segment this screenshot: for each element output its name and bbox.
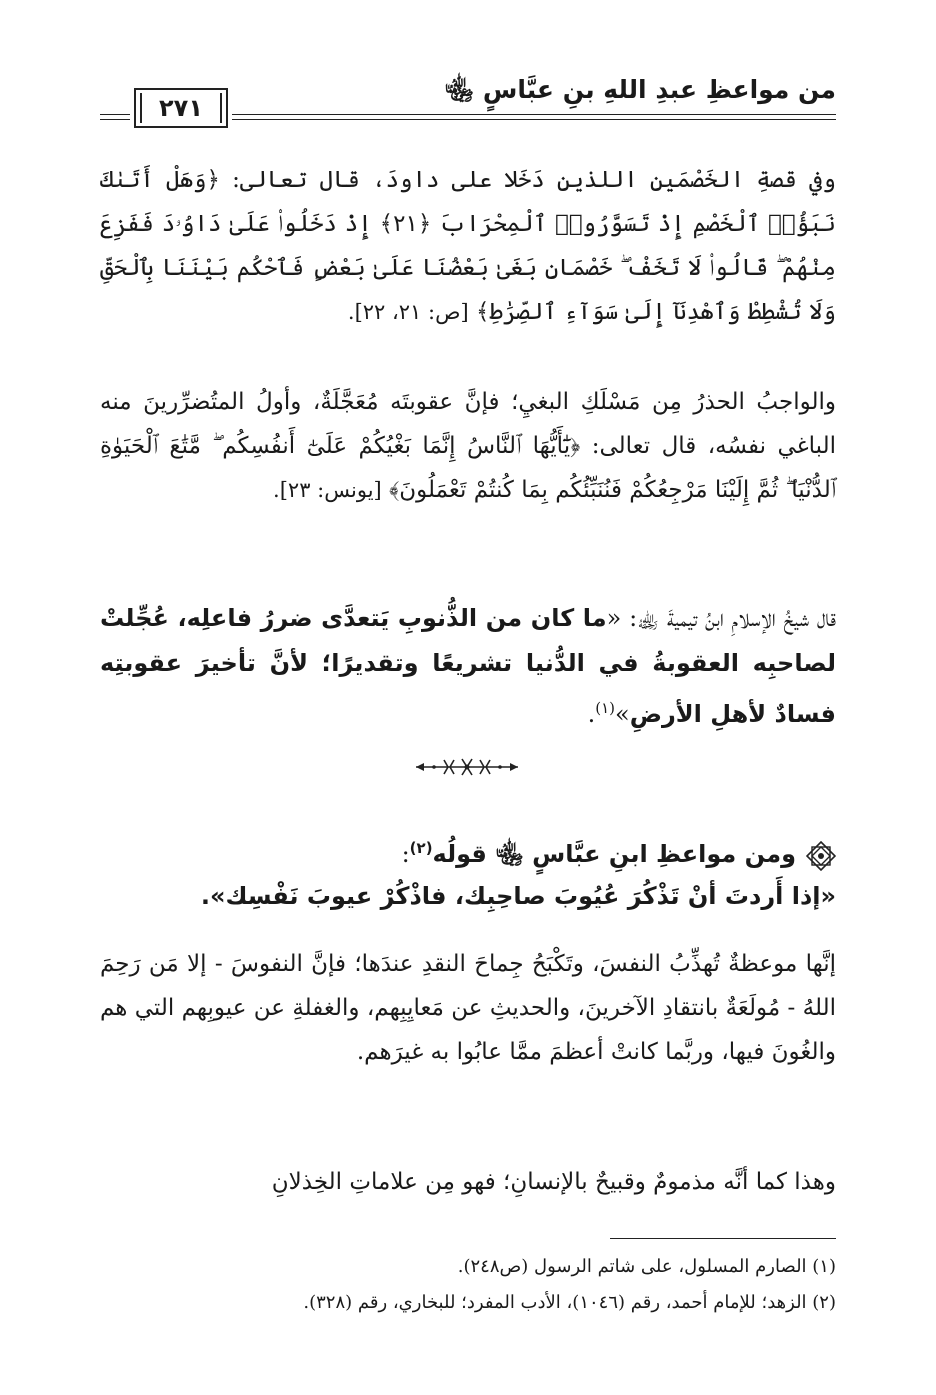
- quote-text: ما كان من الذُّنوبِ يَتعدَّى ضررُ فاعلِه، عُجِّلتْ لصاحبِه العقوبةُ في الدُّنيا تشريعًا وتقديرًا؛ لأنَّ تأخيرَ عقوبتِه فسادٌ لأهلِ الأرضِ: [100, 604, 836, 728]
- running-title: من مواعظِ عبدِ اللهِ بنِ عبَّاسٍ ﵄: [444, 75, 836, 104]
- section-heading: [100, 826, 836, 876]
- quote-close: »: [615, 700, 630, 728]
- paragraph-text: وفي قصةِ الخَصْمَينِ اللذينِ دَخَلا على داودَ، قال تعالى: ﴿وَهَلْ أَتَىٰكَ نَبَؤُا۟ ٱلْخَصْمِ إِذْ تَسَوَّرُوا۟ ٱلْمِحْرَابَ ﴿٢١﴾ إِذْ دَخَلُوا۟ عَلَىٰ دَاوُۥدَ فَفَزِعَ مِنْهُمْ ۖ قَالُوا۟ لَا تَخَفْ ۖ خَصْمَانِ بَغَىٰ بَعْضُنَا عَلَىٰ بَعْضٍ فَٱحْكُم بَيْنَنَا بِٱلْحَقِّ وَلَا تُشْطِطْ وَٱهْدِنَآ إِلَىٰ سَوَآءِ ٱلصِّرَٰطِ﴾: [100, 167, 837, 325]
- quote-intro: قال شيخُ الإسلامِ ابنُ تيميةَ ﵀: «: [606, 604, 837, 632]
- footnote-1: (١) الصارم المسلول، على شاتم الرسول (ص٢٤٨).: [457, 1256, 836, 1277]
- footnote-separator: [610, 1238, 836, 1239]
- diamond-ornament-icon: [806, 841, 836, 871]
- footnote-marker-1[interactable]: (١): [595, 699, 615, 717]
- quote-end: .: [587, 700, 596, 728]
- page-number: ٢٧١: [159, 94, 203, 122]
- verse-reference: [ص: ٢١، ٢٢].: [347, 300, 469, 324]
- page-number-frame: [134, 88, 228, 128]
- footnote-marker-2[interactable]: (٢): [409, 839, 433, 857]
- paragraph-dawud-story: [100, 158, 836, 334]
- paragraph-explanation: إنَّها موعظةٌ تُهذِّبُ النفسَ، وتَكْبَحُ جِماحَ النقدِ عندَها؛ فإنَّ النفوسَ - إلا مَن رَحِمَ اللهُ - مُولَعَةٌ بانتقادِ الآخرينَ، والحديثِ عن مَعايِبِهم، والغفلةِ عن عيوبِهم التي هم والغُونَ فيها، وربَّما كانتْ أعظمَ ممَّا عابُوا به غيرَهم.: [100, 951, 836, 1065]
- paragraph-ibn-taymiyyah-quote: [100, 596, 836, 737]
- saying-text: «إذا أَردتَ أنْ تَذْكُرَ عُيُوبَ صاحِبِك، فاذْكُرْ عيوبَ نَفْسِك».: [200, 882, 836, 910]
- header-rule: [232, 114, 836, 120]
- paragraph-text: والواجبُ الحذرُ مِن مَسْلَكِ البغيِ؛ فإنَّ عقوبتَه مُعَجَّلَةٌ، وأولُ المتُضرِّرينَ منه الباغي نفسُه، قال تعالى: ﴿يَٰٓأَيُّهَا ٱلنَّاسُ إِنَّمَا بَغْيُكُمْ عَلَىٰٓ أَنفُسِكُم ۖ مَّتَٰعَ ٱلْحَيَوٰةِ ٱلدُّنْيَا ۖ ثُمَّ إِلَيْنَا مَرْجِعُكُمْ فَنُنَبِّئُكُم بِمَا كُنتُمْ تَعْمَلُونَ﴾: [100, 389, 836, 503]
- floral-divider-icon: [414, 758, 520, 776]
- heading-text: ومن مواعظِ ابنِ عبَّاسٍ ﵄ قولُه: [432, 840, 796, 868]
- footnote-2: (٢) الزهد؛ للإمام أحمد، رقم (١٠٤٦)، الأدب المفرد؛ للبخاري، رقم (٣٢٨).: [303, 1292, 836, 1313]
- verse-reference: [يونس: ٢٣].: [273, 478, 382, 502]
- heading-colon: :: [401, 840, 410, 868]
- paragraph-continuation: وهذا كما أنَّه مذمومٌ وقبيحٌ بالإنسانِ؛ فهو مِن علاماتِ الخِذلانِ: [271, 1169, 836, 1195]
- header-rule-left: [100, 114, 130, 120]
- paragraph-oppression: [100, 380, 836, 512]
